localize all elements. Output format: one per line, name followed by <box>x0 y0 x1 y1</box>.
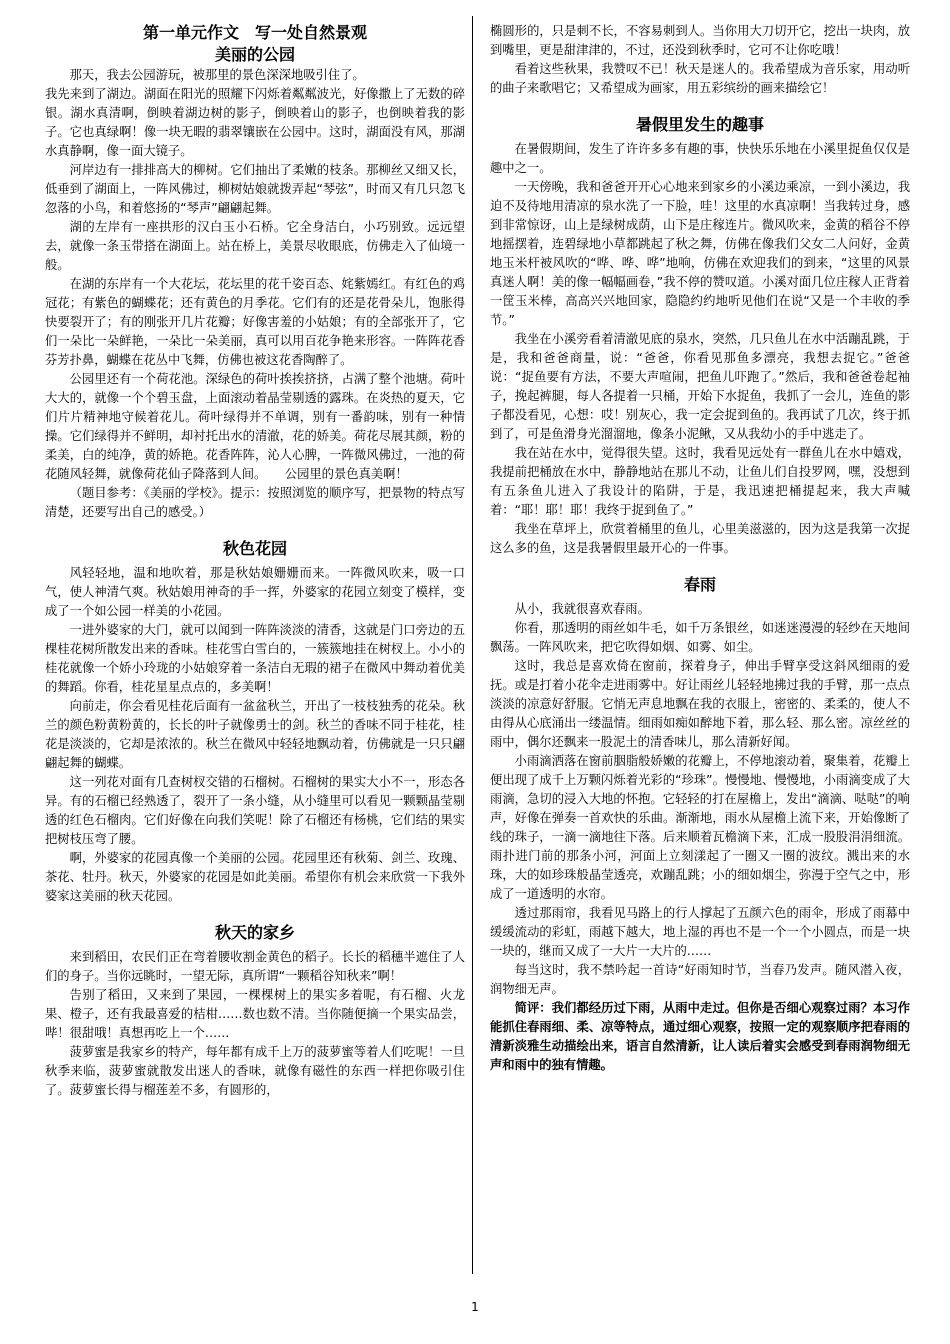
essay-title-summer-fun: 暑假里发生的趣事 <box>635 115 764 134</box>
right-column <box>490 22 910 1075</box>
paragraph: 告别了稻田，又来到了果园，一棵棵树上的果实多着呢，有石榴、火龙果、橙子，还有我最喜爱的桔柑……数也数不清。当你随便摘一个果实品尝，哔！很甜哦！真想再吃上一个…… <box>45 988 465 1040</box>
paragraph: 一进外婆家的大门，就可以闻到一阵阵淡淡的清香，这就是门口旁边的五棵桂花树所散发出来的香味。桂花雪白雪白的，一簇簇地挂在树杈上。小小的桂花就像一个娇小玲珑的小姑娘穿着一条洁白无瑕的裙子在微风中舞动着优美的舞蹈。你看，桂花星星点点的，多美啊！ <box>45 623 465 694</box>
left-column <box>45 22 465 1100</box>
teacher-comment: 简评：我们都经历过下雨，从雨中走过。但你是否细心观察过雨？本习作能抓住春雨细、柔、凉等特点，通过细心观察，按照一定的观察顺序把春雨的清新淡雅生动描绘出来，语言自然清新，让人读后着实会感受到春雨润物细无声和雨中的独有情趣。 <box>490 1001 910 1072</box>
hint-note: （题目参考：《美丽的学校》。提示：按照浏览的顺序写，把景物的特点写清楚，还要写出自己的感受。） <box>45 486 465 519</box>
paragraph: 看着这些秋果，我赞叹不已！秋天是迷人的。我希望成为音乐家，用动听的曲子来歌唱它；又希望成为画家，用五彩缤纷的画来描绘它！ <box>490 62 910 95</box>
essay-title-autumn-hometown: 秋天的家乡 <box>214 923 295 942</box>
paragraph: 风轻轻地，温和地吹着，那是秋姑娘姗姗而来。一阵微风吹来，吸一口气，使人神清气爽。秋姑娘用神奇的手一挥，外婆家的花园立刻变了模样，变成了一个如公园一样美的小花园。 <box>45 566 465 618</box>
column-divider <box>472 16 473 1274</box>
paragraph: 透过那雨帘，我看见马路上的行人撑起了五颜六色的雨伞，形成了雨幕中缓缓流动的彩虹，雨越下越大，地上湿的再也不是一个一个小圆点，而是一块一块的，继而又成了一大片一大片的…… <box>490 906 910 958</box>
paragraph: 你看，那透明的雨丝如牛毛，如千万条银丝，如迷迷漫漫的轻纱在天地间飘荡。一阵风吹来，把它吹得如烟、如雾、如尘。 <box>490 621 910 654</box>
paragraph: 每当这时，我不禁吟起一首诗“好雨知时节，当春乃发声。随风潜入夜，润物细无声。 <box>490 963 910 996</box>
paragraph: 啊，外婆家的花园真像一个美丽的公园。花园里还有秋菊、剑兰、玫瑰、茶花、牡丹。秋天，外婆家的花园是如此美丽。希望你有机会来欣赏一下我外婆家这美丽的秋天花园。 <box>45 851 465 903</box>
paragraph: 一天傍晚，我和爸爸开开心心地来到家乡的小溪边乘凉，一到小溪边，我迫不及待地用清凉的泉水洗了一下脸，哇！这里的水真凉啊！当我转过身，感到非常惊讶，山上是绿树成荫，山下是庄稼连片。微风吹来，金黄的稻谷不停地摇摆着，连碧绿地小草都跳起了秋之舞，仿佛在像我们父女二人问好，金黄地玉米杆被风吹的“哗、哗、哗”地响，仿佛在欢迎我们的到来，“这里的风景真迷人啊！美的像一幅幅画卷，”我不停的赞叹道。小溪对面几位庄稼人正背着一筐玉米棒，高高兴兴地回家，隐隐约约地听见他们在说“又是一个丰收的季节。” <box>490 180 910 327</box>
essay-title-autumn-garden: 秋色花园 <box>222 539 287 558</box>
paragraph: 那天，我去公园游玩，被那里的景色深深地吸引住了。 <box>69 68 365 82</box>
paragraph: 这时，我总是喜欢倚在窗前，探着身子，伸出手臂享受这斜风细雨的爱抚。或是打着小花伞走进雨雾中。好让雨丝儿轻轻地拂过我的手臂，那一点点淡淡的凉意好舒服。它悄无声息地飘在我的衣服上，密密的、柔柔的，使人不由得从心底涌出一缕温情。细雨如痴如醉地下着，那么轻、那么密。凉丝丝的雨中，偶尔还飘来一股泥土的清香味儿，那么清新好闻。 <box>490 659 910 749</box>
paragraph: 湖的左岸有一座拱形的汉白玉小石桥。它全身洁白，小巧别致。远远望去，就像一条玉带搭在湖面上。站在桥上，美景尽收眼底，仿佛走入了仙境一般。 <box>45 220 465 272</box>
paragraph: 菠萝蜜是我家乡的特产，每年都有成千上万的菠萝蜜等着人们吃呢！一旦秋季来临，菠萝蜜就散发出迷人的香味，就像有磁性的东西一样把你吸引住了。菠萝蜜长得与榴莲差不多，有圆形的， <box>45 1045 465 1097</box>
essay-title-spring-rain: 春雨 <box>683 575 716 594</box>
essay-title-park: 美丽的公园 <box>214 45 295 64</box>
page-number: 1 <box>471 1300 479 1314</box>
paragraph: 向前走，你会看见桂花后面有一盆盆秋兰，开出了一枝枝独秀的花朵。秋兰的颜色粉黄粉黄的，长长的叶子就像勇士的剑。秋兰的香味不同于桂花，桂花是淡淡的，它却是浓浓的。秋兰在微风中轻轻地飘动着，仿佛就是一只只翩翩起舞的蝴蝶。 <box>45 699 465 770</box>
paragraph: 我坐在小溪旁看着清澈见底的泉水，突然，几只鱼儿在水中活蹦乱跳，于是，我和爸爸商量，说：“爸爸，你看见那鱼多漂亮，我想去捉它。”爸爸说：“捉鱼要有方法，不要大声喧闹，把鱼儿吓跑了。”然后，我和爸爸卷起袖子，挽起裤腿，每人各提着一只桶，开始下水捉鱼，我抓了一会儿，连鱼的影子都没看见，心想：哎！别灰心，我一定会捉到鱼的。我再试了几次，终于抓到了，可是鱼滑身光溜溜地，像条小泥鳅，又从我幼小的手中逃走了。 <box>490 332 910 441</box>
paragraph: 我坐在草坪上，欣赏着桶里的鱼儿，心里美滋滋的，因为这是我第一次捉这么多的鱼，这是我暑假里最开心的一件事。 <box>490 522 910 555</box>
paragraph: 公园里还有一个荷花池。深绿色的荷叶挨挨挤挤，占满了整个池塘。荷叶大大的，就像一个个碧玉盘，上面滚动着晶莹剔透的露珠。在炎热的夏天，它们片片精神地守候着花儿。荷叶绿得并不单调，别有一番韵味，别有一种情操。它们绿得并不鲜明，却衬托出水的清澈，花的娇美。荷花尽展其颜，粉的柔美，白的纯净，黄的娇艳。花香阵阵，沁人心脾，一阵微风佛过，一池的荷花随风轻舞，就像荷花仙子降落到人间。 公园里的景色真美啊！ <box>45 372 465 481</box>
paragraph: 我在站在水中，觉得很失望。这时，我看见远处有一群鱼儿在水中嬉戏，我提前把桶放在水中，静静地站在那儿不动，让鱼儿们自投罗网，嘿，没想到有五条鱼儿进入了我设计的陷阱，于是，我迅速把桶提起来，我大声喊着：“耶！耶！耶！我终于捉到鱼了。” <box>490 446 910 517</box>
paragraph: 这一列花对面有几查树杈交错的石榴树。石榴树的果实大小不一，形态各异。有的石榴已经熟透了，裂开了一条小缝，从小缝里可以看见一颗颗晶莹剔透的红色石榴肉。它们好像在向我们笑呢！除了石榴还有杨桃，它们结的果实把树枝压弯了腰。 <box>45 775 465 846</box>
paragraph: 在湖的东岸有一个大花坛，花坛里的花千姿百态、姹紫嫣红。有红色的鸡冠花；有紫色的蝴蝶花；还有黄色的月季花。它们有的还是花骨朵儿，饱胀得快要裂开了；有的刚张开几片花瓣；好像害羞的小姑娘；有的全部张开了，它们一朵比一朵鲜艳，一朵比一朵美丽，真可以用百花争艳来形容。一阵阵花香芬芳扑鼻，蝴蝶在花丛中飞舞，仿佛也被这花香陶醉了。 <box>45 277 465 367</box>
paragraph: 我先来到了湖边。湖面在阳光的照耀下闪烁着粼粼波光，好像撒上了无数的碎银。湖水真清啊，倒映着湖边树的影子，倒映着山的影子，也倒映着我的影子。它也真绿啊！像一块无暇的翡翠镶嵌在公园中。这时，湖面没有风，那湖水真静啊，像一面大镜子。 <box>45 87 465 158</box>
paragraph: 小雨滴洒落在窗前胭脂般娇嫩的花瓣上，不停地滚动着，聚集着，花瓣上便出现了成千上万颗闪烁着光彩的“珍珠”。慢慢地、慢慢地，小雨滴变成了大雨滴，急切的浸入大地的怀抱。它轻轻的打在屋檐上，发出“滴滴、哒哒”的响声，好像在弹奏一首欢快的乐曲。渐渐地，雨水从屋檐上流下来，开始像断了线的珠子，一滴一滴地往下落。后来顺着瓦檐滴下来，汇成一股股涓涓细流。雨扑进门前的那条小河，河面上立刻漾起了一圈又一圈的波纹。溅出来的水珠，大的如珍珠般晶莹透亮，欢蹦乱跳；小的细如烟尘，弥漫于空气之中，形成了一道透明的水帘。 <box>490 754 910 901</box>
paragraph: 从小，我就很喜欢春雨。 <box>514 602 650 616</box>
unit-heading: 第一单元作文 写一处自然景观 <box>142 23 367 42</box>
paragraph: 在暑假期间，发生了许许多多有趣的事，快快乐乐地在小溪里捉鱼仅仅是趣中之一。 <box>490 142 910 175</box>
paragraph: 椭圆形的，只是刺不长，不容易刺到人。当你用大刀切开它，挖出一块肉，放到嘴里，更是甜津津的，不过，还没到秋季时，它可不让你吃哦！ <box>490 24 910 57</box>
paragraph: 河岸边有一排排高大的柳树。它们抽出了柔嫩的枝条。那柳丝又细又长，低垂到了湖面上，一阵风佛过，柳树姑娘就拨弄起“琴弦”，时而又有几只忽飞忽落的小鸟，和着悠扬的“琴声”翩翩起舞。 <box>45 163 465 215</box>
paragraph: 来到稻田，农民们正在弯着腰收割金黄色的稻子。长长的稻穗半遮住了人们的身子。当你远眺时，一望无际，真所谓“一颗稻谷知秋来”啊！ <box>45 950 465 983</box>
